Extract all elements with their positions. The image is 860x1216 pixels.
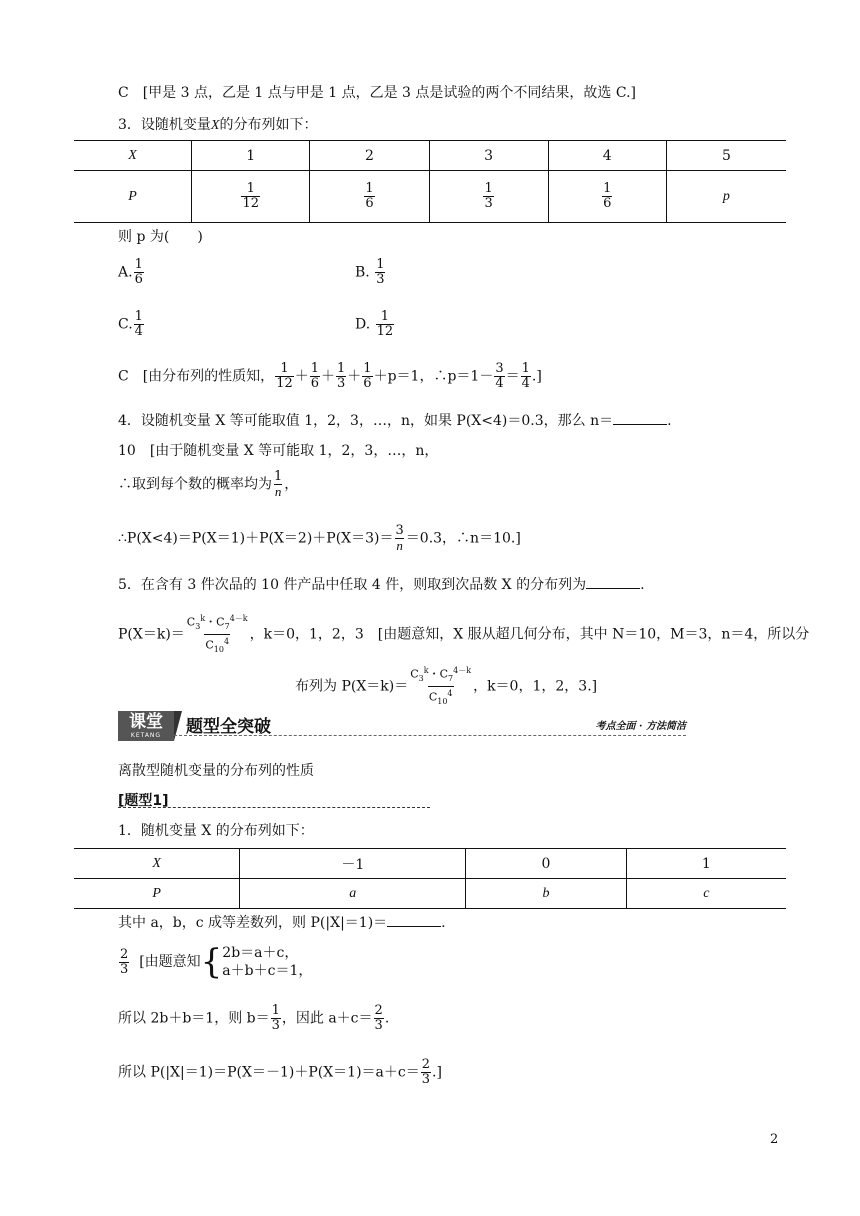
numerator: $C_3^k$・$C_7^{4-k}$ bbox=[410, 666, 472, 683]
numerator: 2 bbox=[421, 1057, 431, 1072]
table-cell: －1 bbox=[240, 849, 466, 879]
denominator: n bbox=[274, 484, 282, 499]
table-cell bbox=[310, 171, 429, 223]
denominator: 12 bbox=[376, 324, 394, 339]
answer-text: ∴P(X<4)＝P(X＝1)＋P(X＝2)＋P(X＝3)＝ bbox=[118, 530, 394, 547]
denominator: 6 bbox=[363, 376, 372, 391]
equation: a＋b＋c＝1， bbox=[222, 963, 313, 979]
denominator: 3 bbox=[120, 961, 129, 977]
example-1-ask: 其中 a，b，c 成等差数列，则 P(|X|＝1)＝ . bbox=[118, 915, 446, 931]
numerator: 1 bbox=[376, 257, 385, 272]
fraction bbox=[134, 310, 144, 339]
fraction bbox=[602, 182, 612, 211]
table-cell: 1 bbox=[626, 849, 786, 879]
table-cell: p bbox=[666, 171, 786, 223]
fraction bbox=[374, 1004, 384, 1033]
answer-text: .] bbox=[531, 368, 542, 385]
ask-text: 其中 a，b，c 成等差数列，则 P(|X|＝1)＝ bbox=[118, 915, 388, 931]
q4-text: 4．设随机变量 X 等可能取值 1，2，3，…，n，如果 P(X<4)＝0.3，那么 n＝ bbox=[118, 413, 614, 429]
section-header bbox=[118, 711, 686, 743]
numerator: 1 bbox=[363, 361, 372, 376]
solution-line2: 所以 2b＋b＝1，则 b＝ $\frac{1}{3}$ ，因此 a＋c＝ $\frac{2}{3}$ . bbox=[118, 1003, 390, 1033]
answer-q3: C [由分布列的性质知， $\frac{1}{12}$ ＋ $\frac{1}{6}$ ＋ $\frac{1}{3}$ ＋ $\frac{1}{6}$ ＋p＝1，∴p＝1－ $\frac{3}{4}$ ＝ $\frac{1}{4}$ .] bbox=[118, 361, 542, 391]
table-cell: b bbox=[466, 879, 626, 909]
solution-line1 bbox=[118, 944, 312, 980]
denominator: $C_{10}^4$ bbox=[428, 686, 454, 709]
denominator: 3 bbox=[421, 1072, 431, 1087]
denominator: 3 bbox=[374, 1018, 383, 1033]
answer-q5-line1 bbox=[118, 612, 809, 657]
table-cell: 3 bbox=[429, 141, 548, 171]
fraction bbox=[483, 182, 493, 211]
answer-blank bbox=[387, 914, 441, 927]
example-1: 1．随机变量 X 的分布列如下： bbox=[118, 823, 314, 839]
table-cell: 2 bbox=[310, 141, 429, 171]
option-label: D. bbox=[355, 316, 371, 333]
numerator: 1 bbox=[380, 309, 390, 324]
answer-q2: C [甲是 3 点，乙是 1 点与甲是 1 点，乙是 3 点是试验的两个不同结果，故选 C.] bbox=[118, 85, 636, 101]
denominator: 4 bbox=[495, 376, 504, 391]
page-number: 2 bbox=[770, 1132, 779, 1147]
denominator: $C_{10}^4$ bbox=[204, 634, 230, 657]
answer-text: ＋p＝1，∴p＝1－ bbox=[373, 368, 494, 385]
numerator: 3 bbox=[395, 523, 404, 538]
fraction bbox=[119, 948, 129, 977]
numerator: 3 bbox=[495, 361, 504, 376]
solution-text: ，因此 a＋c＝ bbox=[281, 1010, 373, 1027]
option-c bbox=[118, 310, 145, 339]
answer-q4-line2: ∴取到每个数的概率均为 $\frac{1}{n}$ ， bbox=[118, 469, 299, 499]
table-cell bbox=[429, 171, 548, 223]
numerator: 1 bbox=[603, 181, 612, 196]
denominator: 6 bbox=[365, 196, 374, 211]
answer-blank bbox=[613, 412, 667, 425]
numerator: 1 bbox=[521, 361, 530, 376]
numerator: 1 bbox=[134, 257, 143, 272]
fraction bbox=[521, 362, 531, 391]
distribution-table-ex1 bbox=[74, 848, 786, 909]
brace: { bbox=[200, 942, 223, 982]
var-x: X bbox=[210, 118, 220, 133]
table-cell: P bbox=[74, 171, 192, 223]
fraction bbox=[273, 470, 283, 499]
question-3 bbox=[118, 116, 317, 135]
answer-text: ，k＝0，1，2，3.] bbox=[473, 678, 598, 695]
fraction bbox=[395, 524, 405, 553]
numerator: 1 bbox=[274, 469, 283, 484]
numerator: 1 bbox=[365, 181, 374, 196]
badge-subtext: KETANG bbox=[130, 732, 162, 739]
table-cell: X bbox=[74, 849, 240, 879]
fraction bbox=[275, 362, 294, 391]
option-b bbox=[355, 258, 386, 287]
type-label-text: 题型1 bbox=[124, 793, 163, 809]
solution-text: [由题意知 bbox=[139, 954, 201, 970]
solution-text: 所以 P(|X|＝1)＝P(X＝－1)＋P(X＝1)＝a＋c＝ bbox=[118, 1064, 420, 1081]
type-rule bbox=[118, 807, 430, 808]
q3-ask: 则 p 为( ) bbox=[118, 229, 203, 245]
q3-text-b: 的分布列如下： bbox=[219, 117, 318, 133]
table-cell: 0 bbox=[466, 849, 626, 879]
table-cell: c bbox=[626, 879, 786, 909]
badge-wedge bbox=[174, 711, 182, 741]
answer-text: ＝0.3，∴n＝10.] bbox=[405, 530, 521, 547]
question-4: 4．设随机变量 X 等可能取值 1，2，3，…，n，如果 P(X<4)＝0.3，那么 n＝ . bbox=[118, 413, 672, 429]
numerator: 2 bbox=[120, 946, 129, 962]
numerator: 1 bbox=[246, 181, 255, 196]
answer-text: ，k＝0，1，2，3 [由题意知，X 服从超几何分布，其中 N＝10，M＝3，n＝4，所以分 bbox=[249, 626, 810, 643]
numerator: 2 bbox=[374, 1003, 383, 1018]
fraction bbox=[134, 258, 144, 287]
numerator: 1 bbox=[310, 361, 320, 376]
answer-q5-line2 bbox=[295, 664, 597, 709]
fraction bbox=[186, 612, 249, 657]
option-label: C. bbox=[118, 316, 133, 333]
denominator: 6 bbox=[603, 196, 612, 211]
option-label: B. bbox=[355, 264, 370, 281]
answer-text: C [由分布列的性质知， bbox=[118, 368, 275, 385]
equation: 2b＝a＋c， bbox=[222, 945, 299, 961]
answer-blank bbox=[586, 576, 640, 589]
equation-system bbox=[222, 944, 312, 980]
answer-q4-line3 bbox=[118, 524, 521, 553]
denominator: 3 bbox=[484, 196, 493, 211]
denominator: 6 bbox=[134, 272, 143, 287]
solution-text: .] bbox=[432, 1064, 442, 1081]
section-badge bbox=[118, 711, 174, 741]
q5-text: 5．在含有 3 件次品的 10 件产品中任取 4 件，则取到次品数 X 的分布列为 bbox=[118, 577, 587, 593]
fraction bbox=[271, 1004, 281, 1033]
section-tagline: 考点全面 · 方法简洁 bbox=[595, 721, 686, 732]
solution-text: 所以 2b＋b＝1，则 b＝ bbox=[118, 1010, 270, 1027]
fraction bbox=[364, 182, 374, 211]
solution-line3 bbox=[118, 1058, 442, 1087]
denominator: 3 bbox=[337, 376, 346, 391]
table-cell bbox=[192, 171, 310, 223]
topic-heading: 离散型随机变量的分布列的性质 bbox=[118, 763, 314, 779]
answer-text: ＝ bbox=[505, 368, 520, 385]
denominator: 12 bbox=[276, 376, 293, 391]
numerator: 1 bbox=[280, 361, 289, 376]
fraction bbox=[409, 664, 472, 709]
fraction bbox=[310, 362, 320, 391]
distribution-table-q3 bbox=[74, 140, 786, 223]
table-cell: 5 bbox=[666, 141, 786, 171]
fraction bbox=[336, 362, 346, 391]
denominator: 3 bbox=[271, 1018, 280, 1033]
fraction bbox=[241, 182, 260, 211]
answer-q4-line1: 10 [由于随机变量 X 等可能取 1，2，3，…，n， bbox=[118, 443, 439, 459]
numerator: 1 bbox=[134, 309, 143, 324]
section-title: 题型全突破 bbox=[186, 717, 271, 737]
denominator: 4 bbox=[134, 324, 143, 339]
numerator: 1 bbox=[484, 181, 493, 196]
denominator: n bbox=[396, 538, 403, 553]
table-cell bbox=[548, 171, 666, 223]
denominator: 12 bbox=[242, 196, 260, 211]
q3-text: 3．设随机变量 bbox=[118, 117, 211, 133]
fraction bbox=[376, 310, 395, 339]
table-row bbox=[74, 141, 786, 171]
question-5: 5．在含有 3 件次品的 10 件产品中任取 4 件，则取到次品数 X 的分布列为 . bbox=[118, 577, 645, 593]
table-cell: X bbox=[74, 141, 192, 171]
numerator: 1 bbox=[271, 1003, 280, 1018]
answer-text: 布列为 P(X＝k)＝ bbox=[295, 678, 409, 695]
denominator: 4 bbox=[521, 376, 530, 391]
table-row bbox=[74, 879, 786, 909]
table-cell: P bbox=[74, 879, 240, 909]
table-row bbox=[74, 171, 786, 223]
numerator: 1 bbox=[337, 361, 346, 376]
answer-text: ∴取到每个数的概率均为 bbox=[118, 476, 272, 493]
type-label: [题型1] bbox=[118, 793, 169, 809]
badge-text: 课堂 bbox=[129, 712, 163, 732]
fraction bbox=[494, 362, 504, 391]
fraction bbox=[362, 362, 372, 391]
denominator: 3 bbox=[376, 272, 385, 287]
table-cell: 1 bbox=[192, 141, 310, 171]
denominator: 6 bbox=[310, 376, 320, 391]
fraction bbox=[421, 1058, 431, 1087]
table-cell: a bbox=[240, 879, 466, 909]
option-a bbox=[118, 258, 145, 287]
option-d bbox=[355, 310, 395, 339]
fraction bbox=[375, 258, 385, 287]
option-label: A. bbox=[118, 264, 133, 281]
table-cell: 4 bbox=[548, 141, 666, 171]
numerator: $C_3^k$・$C_7^{4-k}$ bbox=[186, 614, 248, 631]
table-row bbox=[74, 849, 786, 879]
section-rule bbox=[174, 735, 686, 736]
answer-text: P(X＝k)＝ bbox=[118, 626, 185, 643]
